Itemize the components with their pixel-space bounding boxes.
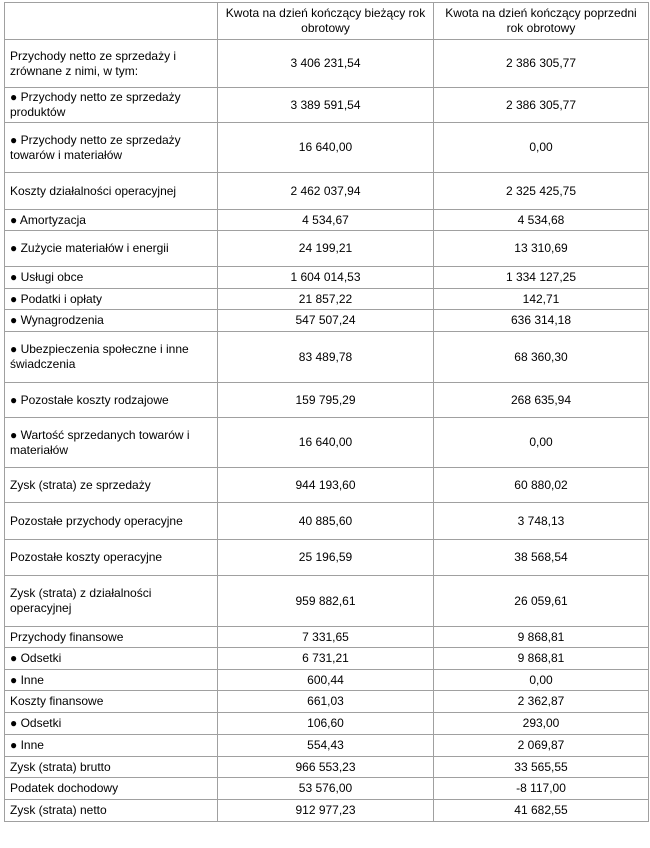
row-label: Pozostałe koszty operacyjne bbox=[5, 540, 218, 576]
header-label-cell bbox=[5, 3, 218, 40]
current-value: 966 553,23 bbox=[218, 757, 434, 778]
row-label: ● Podatki i opłaty bbox=[5, 289, 218, 310]
current-value: 547 507,24 bbox=[218, 310, 434, 332]
current-value: 53 576,00 bbox=[218, 778, 434, 800]
table-row bbox=[5, 332, 649, 383]
current-value: 4 534,67 bbox=[218, 210, 434, 231]
row-label: Zysk (strata) brutto bbox=[5, 757, 218, 778]
current-value: 3 406 231,54 bbox=[218, 40, 434, 88]
current-value: 21 857,22 bbox=[218, 289, 434, 310]
row-label: ● Inne bbox=[5, 670, 218, 691]
previous-value: 2 386 305,77 bbox=[434, 88, 649, 123]
current-value: 83 489,78 bbox=[218, 332, 434, 383]
row-label: ● Ubezpieczenia społeczne i inne świadczenia bbox=[5, 332, 218, 383]
row-label: Podatek dochodowy bbox=[5, 778, 218, 800]
current-value: 106,60 bbox=[218, 713, 434, 735]
current-value: 554,43 bbox=[218, 735, 434, 757]
table-row bbox=[5, 800, 649, 822]
current-value: 944 193,60 bbox=[218, 468, 434, 503]
current-value: 600,44 bbox=[218, 670, 434, 691]
current-value: 661,03 bbox=[218, 691, 434, 713]
previous-value: 268 635,94 bbox=[434, 383, 649, 418]
row-label: Koszty działalności operacyjnej bbox=[5, 173, 218, 210]
table-row bbox=[5, 40, 649, 88]
table-row bbox=[5, 383, 649, 418]
table-body bbox=[5, 40, 649, 822]
previous-value: 33 565,55 bbox=[434, 757, 649, 778]
current-value: 1 604 014,53 bbox=[218, 267, 434, 289]
row-label: ● Wynagrodzenia bbox=[5, 310, 218, 332]
previous-value: 0,00 bbox=[434, 670, 649, 691]
previous-value: 60 880,02 bbox=[434, 468, 649, 503]
previous-value: 26 059,61 bbox=[434, 576, 649, 627]
table-row bbox=[5, 123, 649, 173]
previous-value: 9 868,81 bbox=[434, 627, 649, 648]
row-label: ● Wartość sprzedanych towarów i materiałów bbox=[5, 418, 218, 468]
previous-value: 2 386 305,77 bbox=[434, 40, 649, 88]
previous-value: 2 069,87 bbox=[434, 735, 649, 757]
current-value: 16 640,00 bbox=[218, 123, 434, 173]
row-label: ● Przychody netto ze sprzedaży towarów i materiałów bbox=[5, 123, 218, 173]
table-row bbox=[5, 576, 649, 627]
table-row bbox=[5, 418, 649, 468]
row-label: ● Odsetki bbox=[5, 648, 218, 670]
table-row bbox=[5, 627, 649, 648]
row-label: ● Odsetki bbox=[5, 713, 218, 735]
current-value: 959 882,61 bbox=[218, 576, 434, 627]
table-row bbox=[5, 503, 649, 540]
previous-value: 293,00 bbox=[434, 713, 649, 735]
current-value: 912 977,23 bbox=[218, 800, 434, 822]
table-row bbox=[5, 691, 649, 713]
row-label: Zysk (strata) ze sprzedaży bbox=[5, 468, 218, 503]
row-label: Koszty finansowe bbox=[5, 691, 218, 713]
current-value: 159 795,29 bbox=[218, 383, 434, 418]
previous-value: 41 682,55 bbox=[434, 800, 649, 822]
previous-value: 3 748,13 bbox=[434, 503, 649, 540]
previous-value: 636 314,18 bbox=[434, 310, 649, 332]
previous-value: 9 868,81 bbox=[434, 648, 649, 670]
row-label: Przychody finansowe bbox=[5, 627, 218, 648]
table-row bbox=[5, 210, 649, 231]
table-row bbox=[5, 267, 649, 289]
table-row bbox=[5, 231, 649, 267]
table-header-row bbox=[5, 3, 649, 40]
current-value: 16 640,00 bbox=[218, 418, 434, 468]
financial-table bbox=[4, 2, 649, 822]
table-row bbox=[5, 310, 649, 332]
row-label: ● Inne bbox=[5, 735, 218, 757]
header-current-year: Kwota na dzień kończący bieżący rok obrotowy bbox=[218, 3, 434, 40]
row-label: ● Pozostałe koszty rodzajowe bbox=[5, 383, 218, 418]
table-row bbox=[5, 735, 649, 757]
previous-value: 68 360,30 bbox=[434, 332, 649, 383]
row-label: ● Usługi obce bbox=[5, 267, 218, 289]
table-row bbox=[5, 648, 649, 670]
row-label: ● Zużycie materiałów i energii bbox=[5, 231, 218, 267]
previous-value: 142,71 bbox=[434, 289, 649, 310]
header-previous-year: Kwota na dzień kończący poprzedni rok obrotowy bbox=[434, 3, 649, 40]
previous-value: 1 334 127,25 bbox=[434, 267, 649, 289]
row-label: Przychody netto ze sprzedaży i zrównane z nimi, w tym: bbox=[5, 40, 218, 88]
table-row bbox=[5, 778, 649, 800]
table-row bbox=[5, 713, 649, 735]
previous-value: 0,00 bbox=[434, 418, 649, 468]
current-value: 24 199,21 bbox=[218, 231, 434, 267]
table-row bbox=[5, 289, 649, 310]
current-value: 25 196,59 bbox=[218, 540, 434, 576]
current-value: 40 885,60 bbox=[218, 503, 434, 540]
current-value: 6 731,21 bbox=[218, 648, 434, 670]
previous-value: 2 325 425,75 bbox=[434, 173, 649, 210]
table-row bbox=[5, 757, 649, 778]
current-value: 7 331,65 bbox=[218, 627, 434, 648]
row-label: Pozostałe przychody operacyjne bbox=[5, 503, 218, 540]
table-row bbox=[5, 540, 649, 576]
table-row bbox=[5, 88, 649, 123]
table-row bbox=[5, 468, 649, 503]
previous-value: 4 534,68 bbox=[434, 210, 649, 231]
row-label: ● Amortyzacja bbox=[5, 210, 218, 231]
row-label: Zysk (strata) netto bbox=[5, 800, 218, 822]
previous-value: 13 310,69 bbox=[434, 231, 649, 267]
table-row bbox=[5, 173, 649, 210]
table-row bbox=[5, 670, 649, 691]
previous-value: 38 568,54 bbox=[434, 540, 649, 576]
row-label: ● Przychody netto ze sprzedaży produktów bbox=[5, 88, 218, 123]
previous-value: 2 362,87 bbox=[434, 691, 649, 713]
current-value: 3 389 591,54 bbox=[218, 88, 434, 123]
row-label: Zysk (strata) z działalności operacyjnej bbox=[5, 576, 218, 627]
previous-value: -8 117,00 bbox=[434, 778, 649, 800]
current-value: 2 462 037,94 bbox=[218, 173, 434, 210]
previous-value: 0,00 bbox=[434, 123, 649, 173]
